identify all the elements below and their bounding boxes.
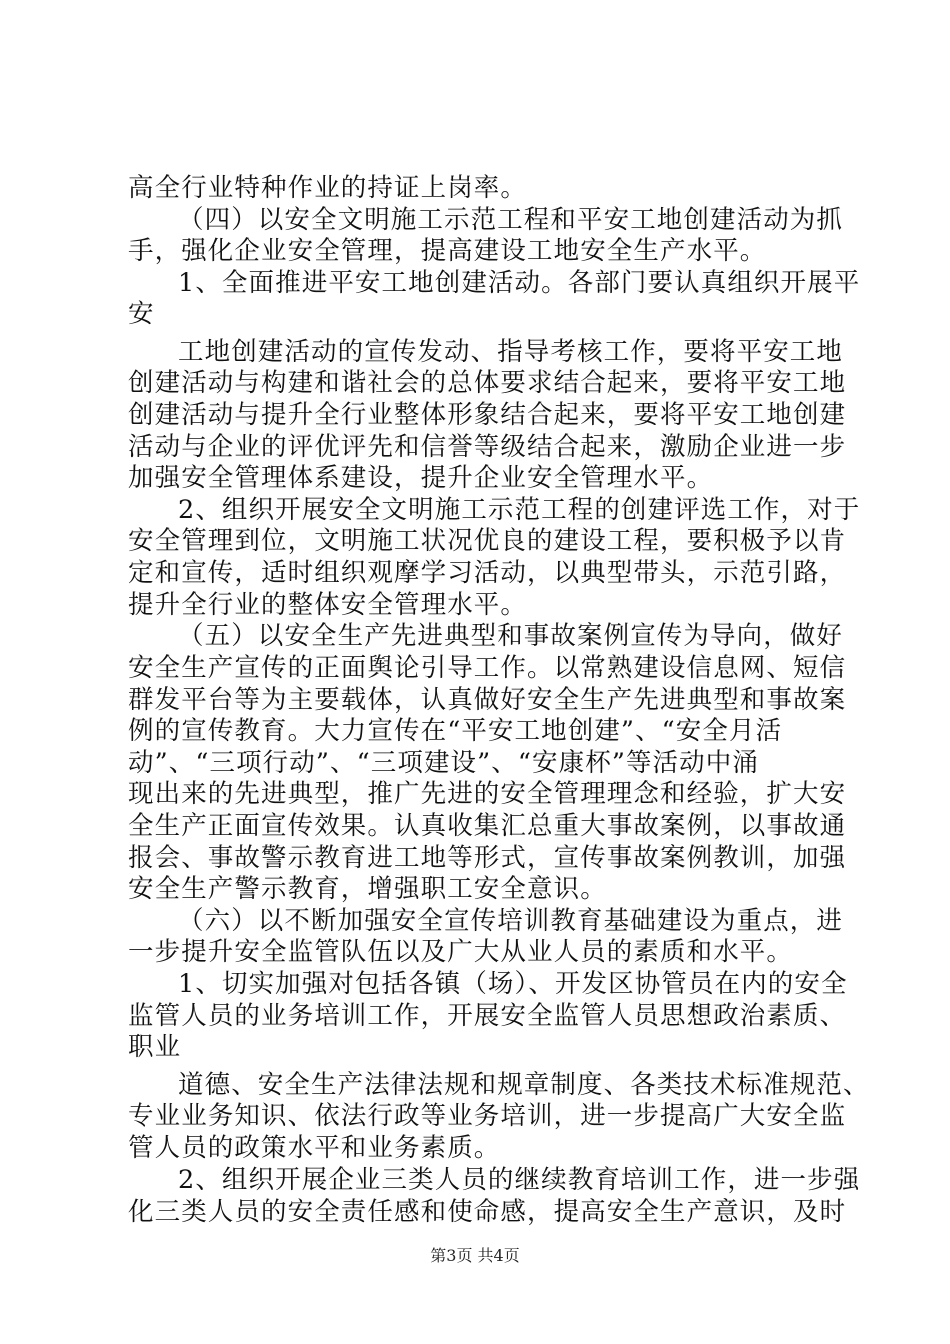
- text-line: 工地创建活动的宣传发动、指导考核工作，要将平安工地: [178, 337, 844, 367]
- text-line: 专业业务知识、依法行政等业务培训，进一步提高广大安全监: [128, 1101, 847, 1131]
- text-line: 职业: [128, 1032, 182, 1062]
- text-line: 创建活动与提升全行业整体形象结合起来，要将平安工地创建: [128, 400, 847, 430]
- text-line: 1、切实加强对包括各镇（场）、开发区协管员在内的安全: [178, 969, 848, 999]
- text-line: 安全生产警示教育，增强职工安全意识。: [128, 874, 607, 904]
- text-line: 2、组织开展安全文明施工示范工程的创建评选工作，对于: [178, 495, 861, 525]
- text-line: 活动与企业的评优评先和信誉等级结合起来，激励企业进一步: [128, 432, 847, 462]
- text-line: 提升全行业的整体安全管理水平。: [128, 590, 528, 620]
- text-line: 例的宣传教育。大力宣传在“平安工地创建”、“安全月活: [128, 716, 783, 746]
- text-line: 定和宣传，适时组织观摩学习活动，以典型带头，示范引路，: [128, 558, 847, 588]
- text-line: （四）以安全文明施工示范工程和平安工地创建活动为抓: [178, 205, 844, 235]
- text-line: 管人员的政策水平和业务素质。: [128, 1133, 501, 1163]
- text-line: （六）以不断加强安全宣传培训教育基础建设为重点，进: [178, 906, 844, 936]
- text-line: 全生产正面宣传效果。认真收集汇总重大事故案例，以事故通: [128, 811, 847, 841]
- text-line: 安: [128, 299, 155, 329]
- text-line: 一步提升安全监管队伍以及广大从业人员的素质和水平。: [128, 937, 794, 967]
- text-line: 报会、事故警示教育进工地等形式，宣传事故案例教训，加强: [128, 843, 847, 873]
- text-line: 1、全面推进平安工地创建活动。各部门要认真组织开展平: [178, 268, 861, 298]
- text-line: 道德、安全生产法律法规和规章制度、各类技术标准规范、: [178, 1070, 870, 1100]
- text-line: 安全管理到位，文明施工状况优良的建设工程，要积极予以肯: [128, 526, 847, 556]
- text-line: （五）以安全生产先进典型和事故案例宣传为导向，做好: [178, 621, 844, 651]
- page-number-footer: 第3页 共4页: [430, 1246, 520, 1265]
- text-line: 2、组织开展企业三类人员的继续教育培训工作，进一步强: [178, 1165, 861, 1195]
- text-line: 化三类人员的安全责任感和使命感，提高安全生产意识，及时: [128, 1197, 847, 1227]
- text-line: 高全行业特种作业的持证上岗率。: [128, 173, 528, 203]
- text-line: 动”、“三项行动”、“三项建设”、“安康杯”等活动中涌: [128, 748, 759, 778]
- text-line: 群发平台等为主要载体，认真做好安全生产先进典型和事故案: [128, 685, 847, 715]
- text-line: 手，强化企业安全管理，提高建设工地安全生产水平。: [128, 236, 767, 266]
- text-line: 监管人员的业务培训工作，开展安全监管人员思想政治素质、: [128, 1001, 847, 1031]
- text-line: 创建活动与构建和谐社会的总体要求结合起来，要将平安工地: [128, 368, 847, 398]
- text-line: 现出来的先进典型，推广先进的安全管理理念和经验，扩大安: [128, 779, 847, 809]
- text-line: 安全生产宣传的正面舆论引导工作。以常熟建设信息网、短信: [128, 653, 847, 683]
- text-line: 加强安全管理体系建设，提升企业安全管理水平。: [128, 463, 714, 493]
